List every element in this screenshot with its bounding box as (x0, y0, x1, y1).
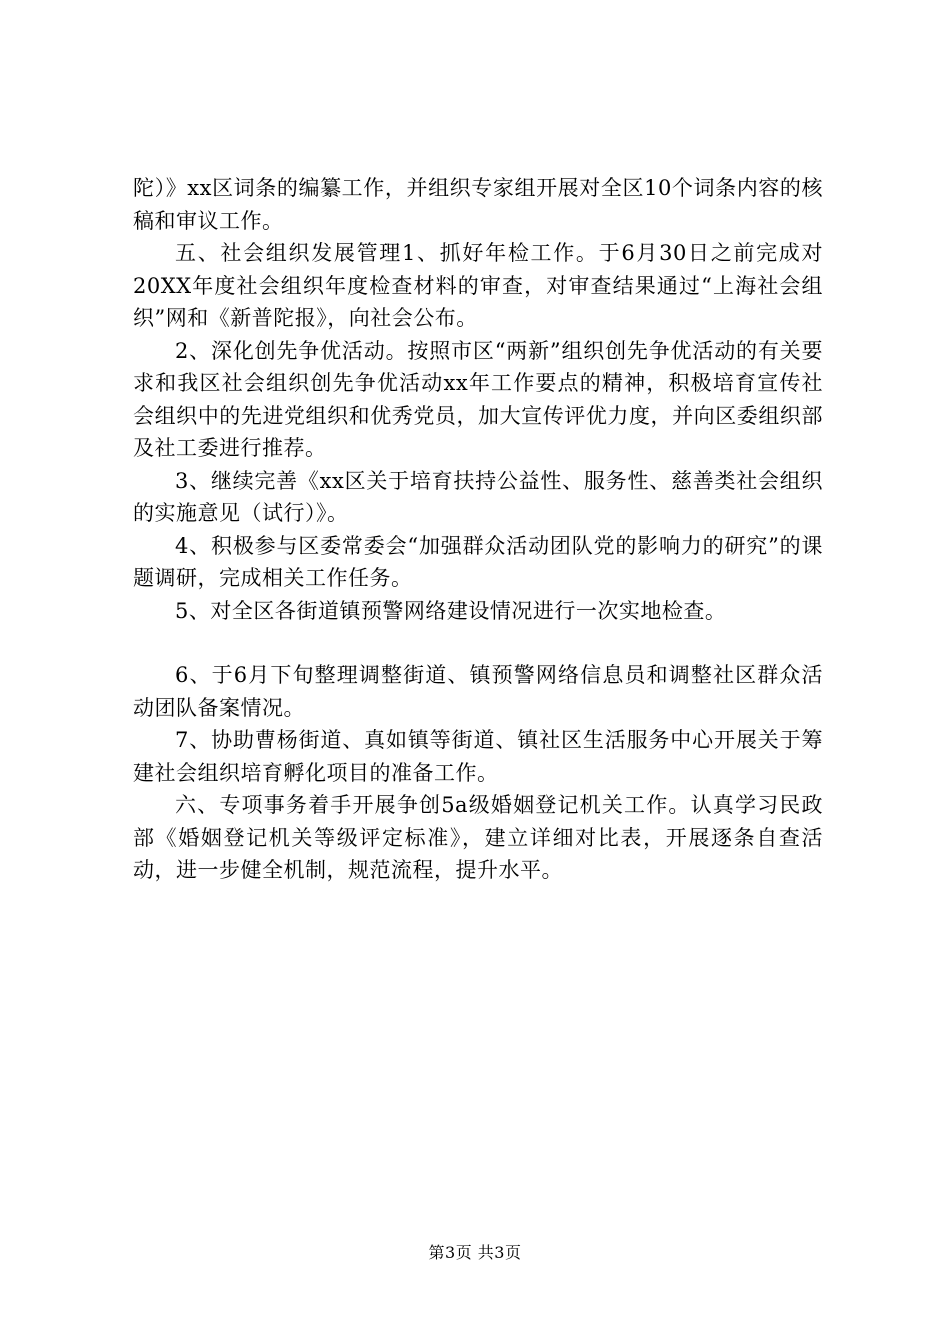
paragraph-item-7: 7、协助曹杨街道、真如镇等街道、镇社区生活服务中心开展关于筹建社会组织培育孵化项目的准备工作。 (133, 728, 823, 785)
paragraph-section-five: 五、社会组织发展管理1、抓好年检工作。于6月30日之前完成对20XX年度社会组织年度检查材料的审查，对审查结果通过“上海社会组织”网和《新普陀报》，向社会公布。 (133, 241, 823, 330)
paragraph-item-6: 6、于6月下旬整理调整街道、镇预警网络信息员和调整社区群众活动团队备案情况。 (133, 663, 823, 720)
paragraph-item-3: 3、继续完善《xx区关于培育扶持公益性、服务性、慈善类社会组织的实施意见（试行）》。 (133, 468, 823, 525)
document-body (133, 172, 823, 887)
page-number-footer: 第3页 共3页 (428, 1243, 522, 1262)
paragraph-item-4: 4、积极参与区委常委会“加强群众活动团队党的影响力的研究”的课题调研，完成相关工作任务。 (133, 533, 823, 590)
paragraph-section-six: 六、专项事务着手开展争创5a级婚姻登记机关工作。认真学习民政部《婚姻登记机关等级评定标准》，建立详细对比表，开展逐条自查活动，进一步健全机制，规范流程，提升水平。 (133, 793, 823, 882)
paragraph-continuation: 陀）》xx区词条的编纂工作，并组织专家组开展对全区10个词条内容的核稿和审议工作。 (133, 176, 823, 233)
paragraph-item-5: 5、对全区各街道镇预警网络建设情况进行一次实地检查。 (175, 598, 727, 623)
paragraph-item-2: 2、深化创先争优活动。按照市区“两新”组织创先争优活动的有关要求和我区社会组织创先争优活动xx年工作要点的精神，积极培育宣传社会组织中的先进党组织和优秀党员，加大宣传评优力度，并向区委组织部及社工委进行推荐。 (133, 338, 823, 460)
